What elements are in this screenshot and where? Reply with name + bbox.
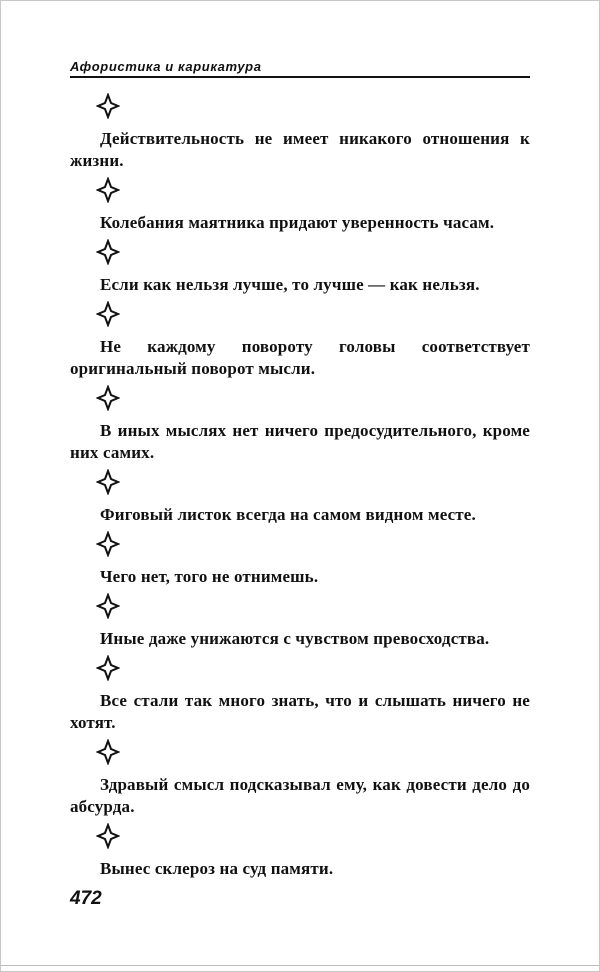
four-point-star-icon	[96, 385, 120, 411]
four-point-star-icon	[96, 239, 120, 265]
aphorism-item	[70, 739, 530, 818]
aphorism-text: Фиговый листок всегда на самом видном месте.	[100, 505, 476, 524]
aphorism-list	[70, 93, 530, 885]
four-point-star-icon	[96, 531, 120, 557]
aphorism-item	[70, 823, 530, 880]
aphorism-text: Действительность не имеет никакого отношения к жизни.	[70, 129, 530, 170]
page-bottom-edge	[0, 965, 600, 966]
running-head: Афористика и карикатура	[70, 59, 262, 74]
aphorism-item	[70, 177, 530, 234]
aphorism-item	[70, 93, 530, 172]
aphorism-text: Если как нельзя лучше, то лучше — как нельзя.	[100, 275, 480, 294]
header-rule	[70, 76, 530, 78]
aphorism-text: Колебания маятника придают уверенность часам.	[100, 213, 495, 232]
four-point-star-icon	[96, 177, 120, 203]
four-point-star-icon	[96, 655, 120, 681]
aphorism-text: Чего нет, того не отнимешь.	[100, 567, 319, 586]
aphorism-item	[70, 301, 530, 380]
aphorism-item	[70, 239, 530, 296]
aphorism-text: В иных мыслях нет ничего предосудительного, кроме них самих.	[70, 421, 530, 462]
aphorism-item	[70, 385, 530, 464]
page-number: 472	[70, 888, 102, 909]
four-point-star-icon	[96, 823, 120, 849]
aphorism-text: Иные даже унижаются с чувством превосходства.	[100, 629, 490, 648]
aphorism-text: Вынес склероз на суд памяти.	[100, 859, 334, 878]
aphorism-item	[70, 655, 530, 734]
four-point-star-icon	[96, 739, 120, 765]
aphorism-item	[70, 469, 530, 526]
four-point-star-icon	[96, 593, 120, 619]
four-point-star-icon	[96, 301, 120, 327]
aphorism-item	[70, 593, 530, 650]
aphorism-text: Здравый смысл подсказывал ему, как довести дело до абсурда.	[70, 775, 530, 816]
four-point-star-icon	[96, 469, 120, 495]
aphorism-text: Не каждому повороту головы соответствует оригинальный поворот мысли.	[70, 337, 530, 378]
four-point-star-icon	[96, 93, 120, 119]
aphorism-item	[70, 531, 530, 588]
aphorism-text: Все стали так много знать, что и слышать ничего не хотят.	[70, 691, 530, 732]
